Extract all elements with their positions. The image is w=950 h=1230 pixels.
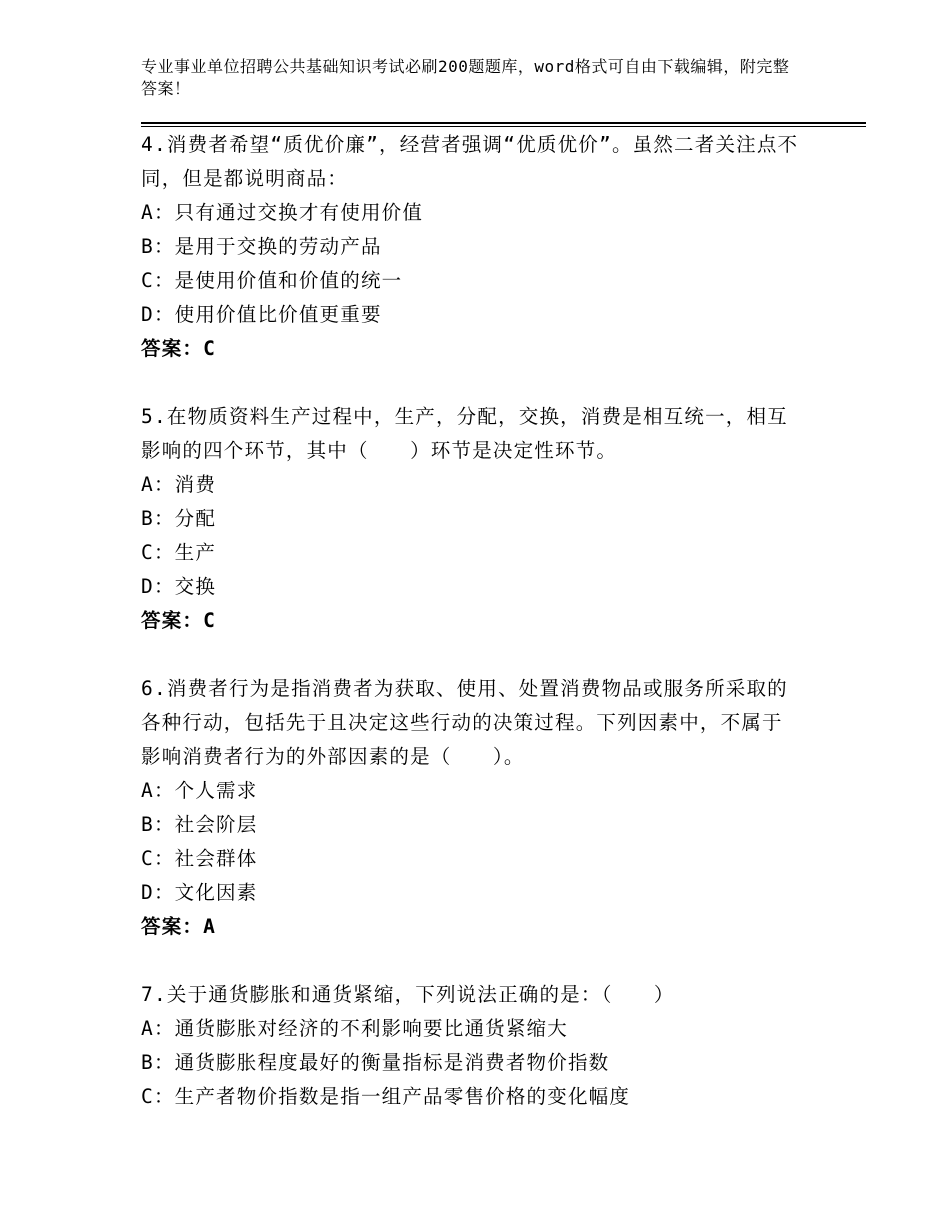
option-b: B：分配 [141,507,217,530]
question-text: 7.关于通货膨胀和通货紧缩，下列说法正确的是：（ ） [141,983,675,1006]
option-d: D：使用价值比价值更重要 [141,303,382,326]
answer: 答案：C [141,609,217,632]
question-text: 4.消费者希望“质优价廉”，经营者强调“优质优价”。虽然二者关注点不同，但是都说明商品： [141,133,799,190]
page-header: 专业事业单位招聘公共基础知识考试必刷200题题库，word格式可自由下载编辑，附完整答案！ [141,57,790,98]
question-5 [141,400,801,638]
question-6 [141,672,801,944]
question-4 [141,128,801,366]
option-b: B：通货膨胀程度最好的衡量指标是消费者物价指数 [141,1051,610,1074]
option-a: A：只有通过交换才有使用价值 [141,201,424,224]
option-b: B：社会阶层 [141,813,258,836]
answer: 答案：C [141,337,217,360]
question-list [141,128,801,1114]
header-rule-thick [141,122,866,124]
option-d: D：文化因素 [141,881,258,904]
option-a: A：通货膨胀对经济的不利影响要比通货紧缩大 [141,1017,568,1040]
option-d: D：交换 [141,575,217,598]
answer: 答案：A [141,915,217,938]
option-c: C：生产 [141,541,217,564]
option-b: B：是用于交换的劳动产品 [141,235,382,258]
option-a: A：消费 [141,473,217,496]
option-c: C：社会群体 [141,847,258,870]
question-text: 5.在物质资料生产过程中，生产，分配，交换，消费是相互统一，相互影响的四个环节，其中（ ）环节是决定性环节。 [141,405,788,462]
question-text: 6.消费者行为是指消费者为获取、使用、处置消费物品或服务所采取的各种行动，包括先于且决定这些行动的决策过程。下列因素中，不属于影响消费者行为的外部因素的是（ ）。 [141,677,788,768]
option-a: A：个人需求 [141,779,258,802]
question-7 [141,978,801,1114]
header-rule-thin [141,126,866,127]
option-c: C：生产者物价指数是指一组产品零售价格的变化幅度 [141,1085,631,1108]
option-c: C：是使用价值和价值的统一 [141,269,403,292]
